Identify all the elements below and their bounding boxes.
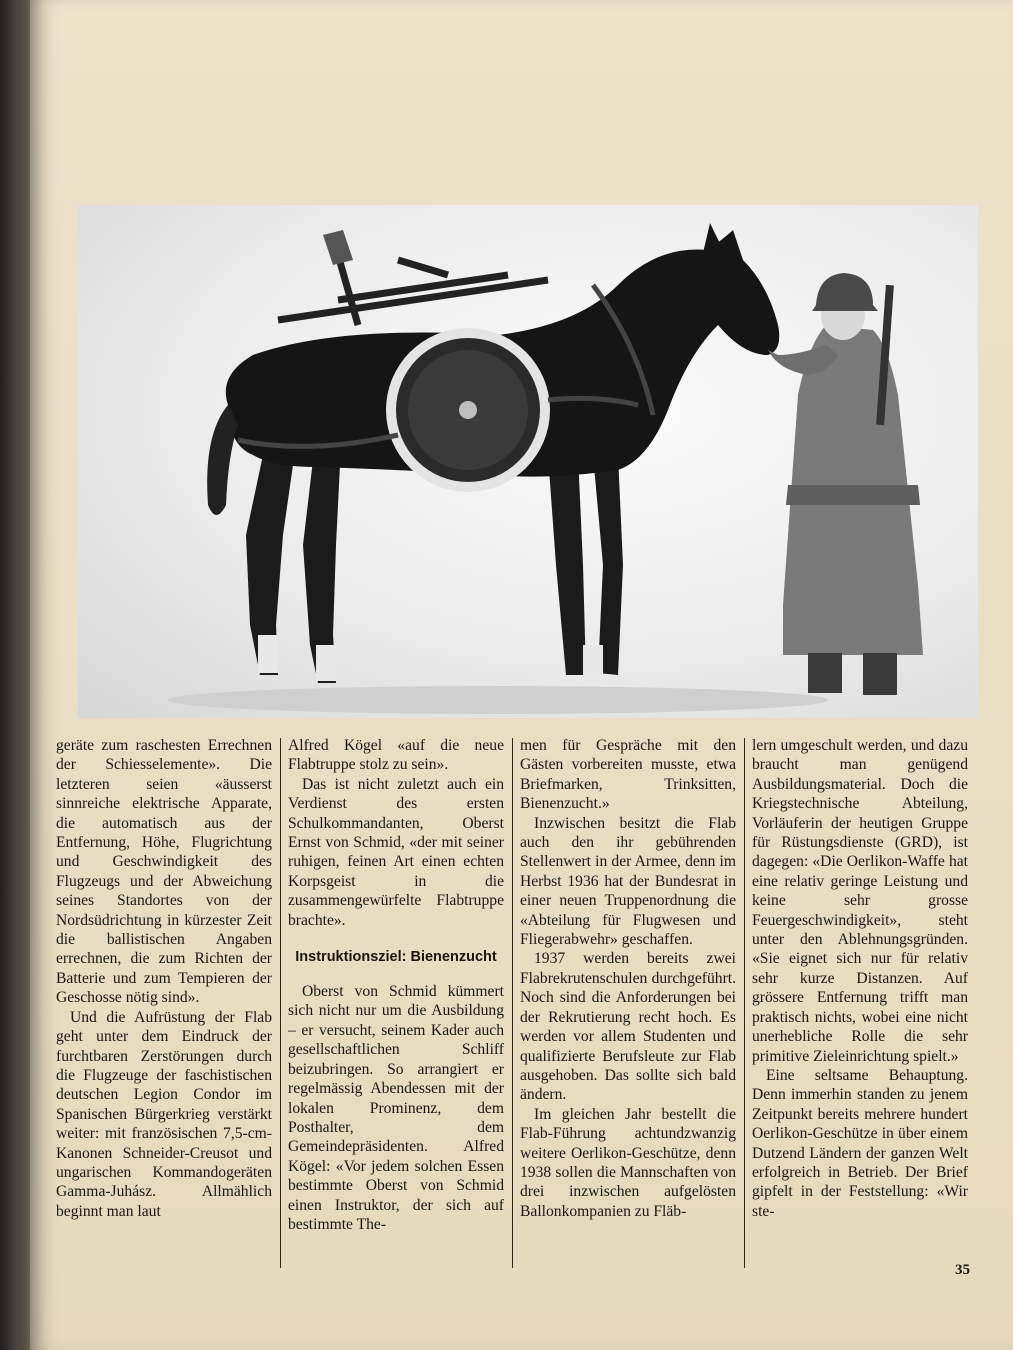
paragraph: geräte zum raschesten Errechnen der Schiesselemente». Die letzteren seien «äusserst sinnreiche elektrische Apparate, die automatisch aus der Entfernung, Höhe, Flugrichtung und Geschwindigkeit des Flugzeugs und der Abweichung seines Standortes von der Nordsüdrichtung in kürzester Zeit die ballistischen Angaben errechnen, die zum Richten der Batterie und zum Tempieren der Geschosse nötig sind». [56,737,272,1007]
page-number: 35 [955,1262,970,1278]
horse-with-soldier-photo [78,205,978,718]
paragraph: Das ist nicht zuletzt auch ein Verdienst des ersten Schulkommandanten, Oberst Ernst von Schmid, «der mit seiner ruhigen, feinen Art einen echten Korpsgeist in die zusammengewürfelte Flabtruppe brachte». [288,775,504,929]
horse-tail [207,405,238,515]
paragraph: Inzwischen besitzt die Flab auch den ihr gebührenden Stellenwert in der Armee, denn im Herbst 1936 hat der Bundesrat in einer neuen Truppenordnung die «Abteilung für Flugwesen und Fliegerabwehr» geschaffen. [520,814,736,949]
soldier-helmet [812,273,878,311]
photo-illustration [78,205,978,718]
paragraph: Oberst von Schmid kümmert sich nicht nur um die Ausbildung – er versucht, seinem Kader auch gesellschaftlichen Schliff beizubringen. So arrangiert er regelmässig Abendessen mit der lokalen Prominenz, dem Posthalter, dem Gemeindepräsidenten. Alfred Kögel: «Vor jedem solchen Essen bestimmte Oberst von Schmid einen Instruktor, der sich auf bestimmte The- [288,983,504,1233]
ground-shadow [168,686,828,714]
text-column-2 [288,736,504,1276]
horse-legs [246,455,623,683]
paragraph: Im gleichen Jahr bestellt die Flab-Führung achtundzwanzig weitere Oerlikon-Geschütze, denn 1938 sollen die Mannschaften von drei inzwischen aufgelösten Ballonkompanien zu Fläb- [520,1105,736,1220]
paragraph: lern umgeschult werden, und dazu braucht man genügend Ausbildungsmaterial. Doch die Kriegstechnische Abteilung, Vorläuferin der heutigen Gruppe für Rüstungsdienste (GRD), ist dagegen: «Die Oerlikon-Waffe hat eine relativ geringe Leistung und keine sehr grosse Feuergeschwindigkeit», steht unter den Ablehnungsgründen. «Sie eignet sich nur für relativ sehr kurze Distanzen. Auf grössere Entfernung trifft man praktisch nichts, wobei eine nicht unerhebliche Rolle die sehr primitive Zieleinrichtung spielt.» [752,737,968,1065]
book-page [30,0,1013,1350]
paragraph: men für Gespräche mit den Gästen vorbereiten musste, etwa Briefmarken, Trinksitten, Bienenzucht.» [520,737,736,813]
text-column-4 [752,736,968,1276]
text-column-3 [520,736,736,1276]
gun-frame [278,255,548,325]
column-rule [744,738,745,1268]
soldier-boot-right [863,653,897,695]
paragraph: Eine seltsame Behauptung. Denn immerhin standen zu jenem Zeitpunkt bereits mehrere hundert Oerlikon-Geschütze in über einem Dutzend Ländern der ganzen Welt erfolgreich in Betrieb. Der Brief gipfelt in der Feststellung: «Wir ste- [752,1066,968,1220]
paragraph: 1937 werden bereits zwei Flabrekrutenschulen durchgeführt. Noch sind die Anforderungen bei der Rekrutierung recht hoch. Es werden vor allem Studenten und qualifizierte Berufsleute zur Flab ausgehoben. Das sollte sich bald ändern. [520,950,736,1104]
paragraph: Alfred Kögel «auf die neue Flabtruppe stolz zu sein». [288,737,504,774]
column-rule [512,738,513,1268]
paragraph: Und die Aufrüstung der Flab geht unter dem Eindruck der furchtbaren Zerstörungen durch die Flugzeuge der faschistischen deutschen Legion Condor im Spanischen Bürgerkrieg verstärkt weiter: mit französischen 7,5-cm-Kanonen Schneider-Creusot und ungarischen Kommandogeräten Gamma-Juhász. Allmählich beginnt man laut [56,1008,272,1220]
soldier-boot-left [808,653,842,693]
text-column-1 [56,736,272,1276]
section-heading: Instruktionsziel: Bienenzucht [295,949,497,966]
column-rule [280,738,281,1268]
horse-socks [258,635,603,681]
